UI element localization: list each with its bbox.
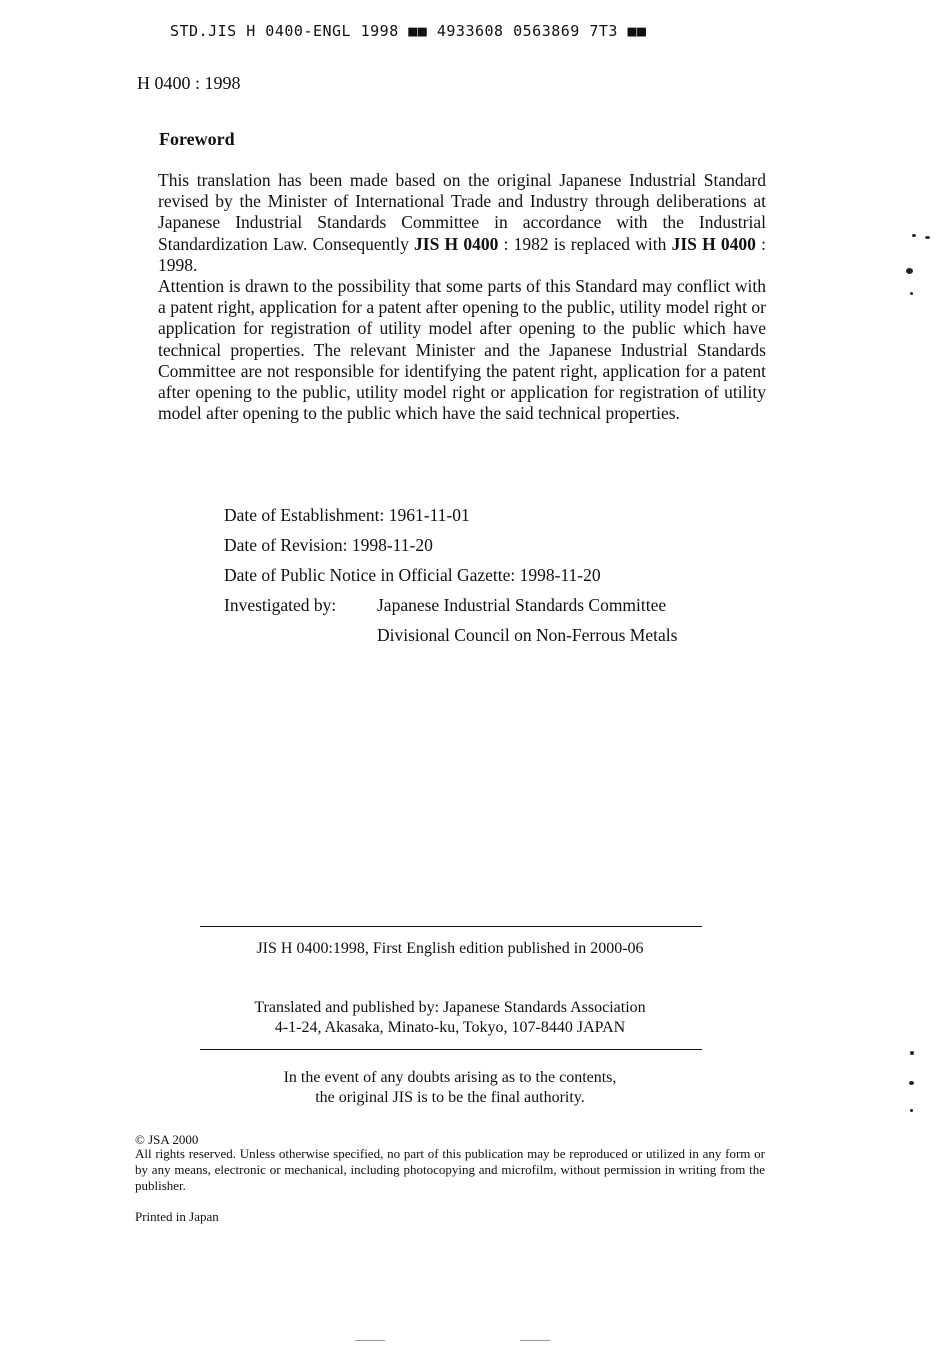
- publisher-info: [140, 998, 760, 1037]
- divider-bottom: [200, 1049, 702, 1050]
- scan-speck: [910, 1051, 914, 1055]
- foreword-paragraph-1: [158, 170, 766, 276]
- scan-mark: [355, 1340, 385, 1341]
- scan-speck: [906, 268, 913, 274]
- authority-note: [140, 1068, 760, 1107]
- investigated-by-line-2: Divisional Council on Non-Ferrous Metals: [377, 625, 678, 645]
- date-of-establishment: Date of Establishment: 1961-11-01: [224, 505, 470, 525]
- scan-speck: [925, 236, 930, 239]
- foreword-title: Foreword: [159, 129, 235, 149]
- rights-statement: All rights reserved. Unless otherwise specified, no part of this publication may be reproduced or utilized in any form or by any means, electronic or mechanical, including photocopying and microfilm, without permission in writing from the publisher.: [135, 1146, 765, 1193]
- standard-reference-new: JIS H 0400: [671, 233, 756, 254]
- foreword-text-c: : 1998.: [158, 233, 767, 275]
- divider-top: [200, 926, 702, 927]
- scan-speck: [910, 1109, 913, 1112]
- scan-speck: [910, 292, 913, 295]
- scan-speck: [909, 1081, 914, 1085]
- standard-reference-old: JIS H 0400: [414, 233, 499, 254]
- foreword-text-a: This translation has been made based on the original Japanese Industrial Standard revised by the Minister of International Trade and Industry through deliberations at Japanese Industrial Standards Committee in accordance with the Industrial Standardization Law. Consequently: [158, 170, 766, 254]
- edition-info: JIS H 0400:1998, First English edition published in 2000-06: [256, 940, 644, 957]
- investigated-by-line-1: Japanese Industrial Standards Committee: [377, 595, 667, 615]
- date-of-revision: Date of Revision: 1998-11-20: [224, 535, 433, 555]
- scan-header-stamp: STD.JIS H 0400-ENGL 1998 ■■ 4933608 0563869 7T3 ■■: [170, 22, 647, 40]
- scan-mark: [520, 1340, 550, 1341]
- authority-line-2: the original JIS is to be the final authority.: [315, 1088, 585, 1106]
- publisher-line-2: 4-1-24, Akasaka, Minato-ku, Tokyo, 107-8440 JAPAN: [274, 1018, 626, 1036]
- printed-in: Printed in Japan: [135, 1209, 219, 1224]
- foreword-paragraph-2: Attention is drawn to the possibility that some parts of this Standard may conflict with a patent right, application for a patent after opening to the public, utility model right or application for registration of utility model after opening to the public which have technical properties. The relevant Minister and the Japanese Industrial Standards Committee are not responsible for identifying the patent right, application for a patent after opening to the public, utility model right or application for registration of utility model after opening to the public which have the said technical properties.: [158, 276, 766, 424]
- copyright-notice: © JSA 2000: [135, 1132, 199, 1147]
- investigated-by-label: Investigated by:: [224, 595, 337, 615]
- scan-speck: [912, 234, 916, 237]
- publisher-line-1: Translated and published by: Japanese Standards Association: [254, 999, 646, 1016]
- date-of-gazette-notice: Date of Public Notice in Official Gazette: 1998-11-20: [224, 565, 601, 585]
- document-id: H 0400 : 1998: [137, 73, 241, 93]
- authority-line-1: In the event of any doubts arising as to the contents,: [283, 1069, 617, 1086]
- foreword-text-b: : 1982 is replaced with: [498, 233, 672, 254]
